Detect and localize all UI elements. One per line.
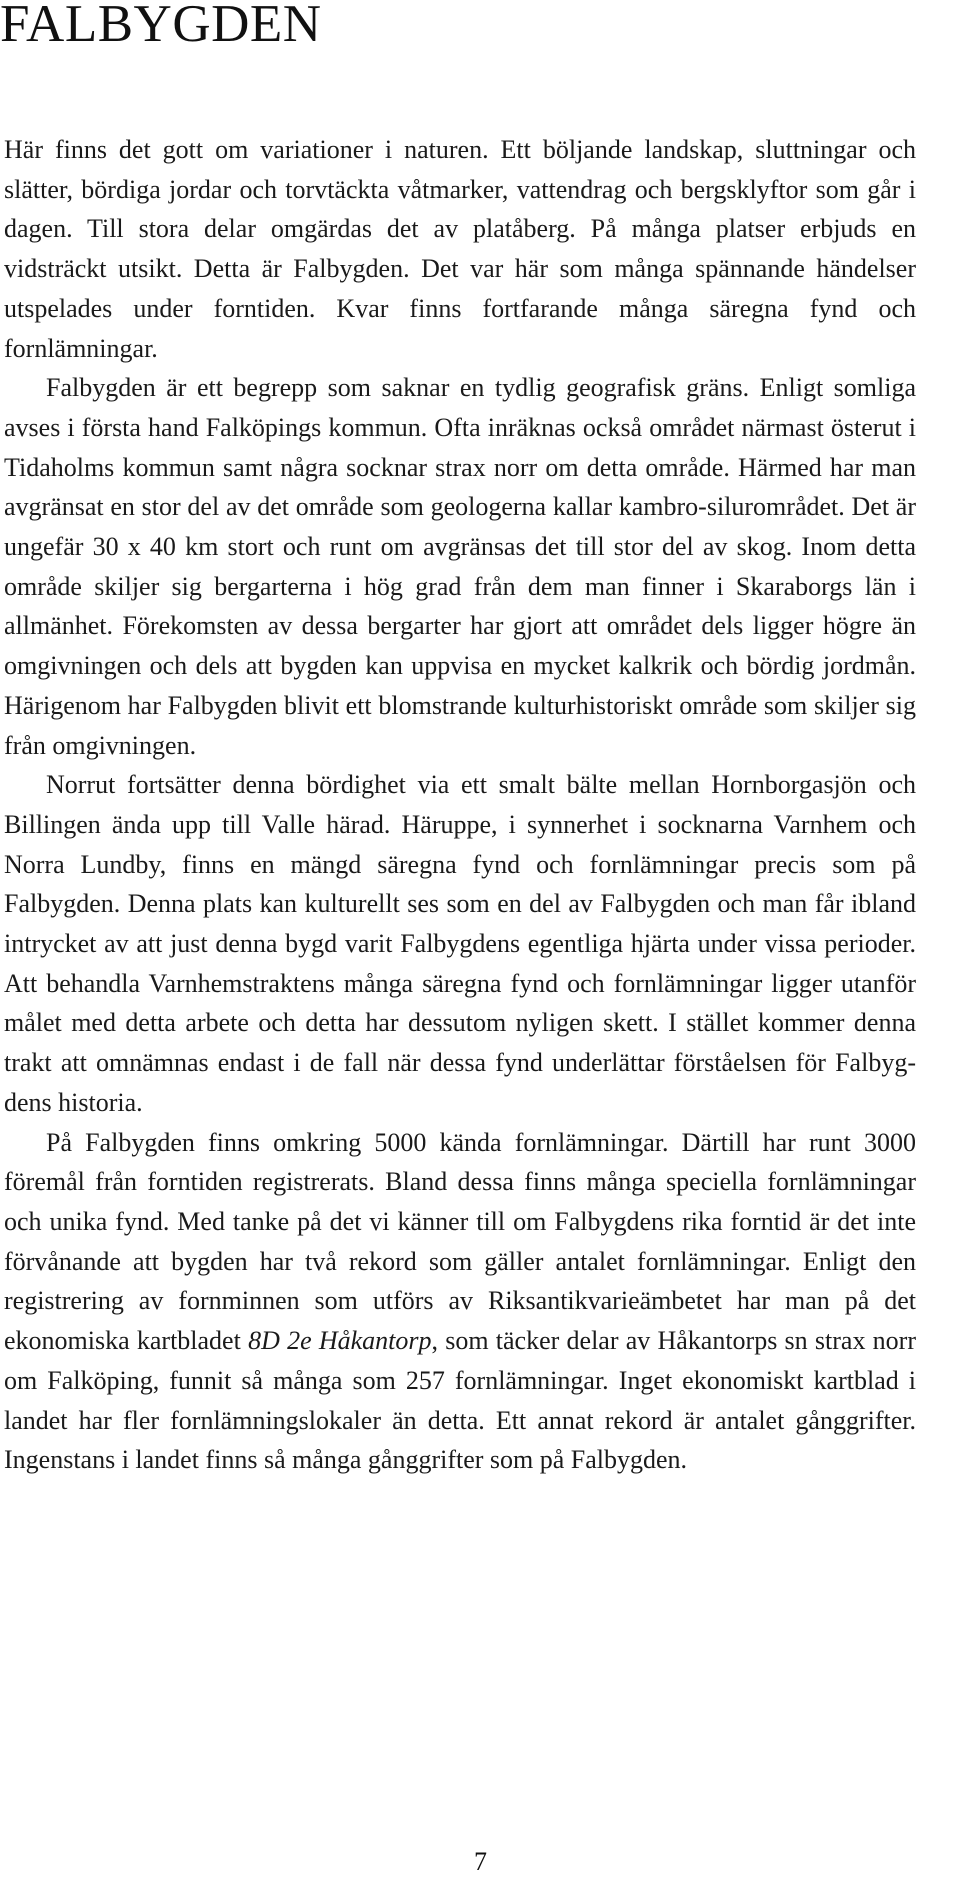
body-text <box>4 130 916 1480</box>
paragraph-4-text-a: På Falbygden finns omkring 5000 kända fornlämningar. Därtill har runt 3000 föremål från forntiden registrerats. Bland dessa finns många speciella fornlämningar och unika fynd. Med tanke på det vi känner till om Falbygdens rika forntid är det inte förvånande att bygden har två rekord som gäller antalet fornlämningar. Enligt den registrering av fornminnen som utförs av Riksantikvarieämbetet har man på det ekonomiska kartbladet <box>4 1127 916 1356</box>
map-sheet-name: 8D 2e Håkantorp <box>248 1326 432 1356</box>
page-title: FALBYGDEN <box>0 0 322 53</box>
paragraph-1 <box>4 130 916 368</box>
paragraph-2 <box>4 368 916 765</box>
paragraph-1-text: Här finns det gott om variationer i naturen. Ett böljande landskap, sluttningar och slätter, bördiga jordar och torvtäckta våtmarker, vattendrag och bergsklyftor som går i dagen. Till stora delar omgärdas det av platåberg. På många platser erbjuds en vidsträckt utsikt. Detta är Falbygden. Det var här som många spännande händelser utspelades under forntiden. Kvar finns fortfarande många säregna fynd och fornlämningar. <box>4 135 916 363</box>
paragraph-3 <box>4 765 916 1122</box>
paragraph-4-text-b: , som täcker delar av Håkantorps sn strax norr om Falköping, funnit så många som 257 fornlämningar. Inget ekonomiskt kartblad i landet har fler fornlämningslokaler än detta. Ett annat rekord är antalet gånggrifter. Ingenstans i landet finns så många gånggrifter som på Falbygden. <box>4 1326 916 1475</box>
page-number: 7 <box>474 1847 487 1876</box>
paragraph-2-text: Falbygden är ett begrepp som saknar en tydlig geografisk gräns. Enligt somliga avses i första hand Falköpings kommun. Ofta inräknas också området närmast österut i Tidaholms kommun samt några socknar strax norr om detta område. Härmed har man avgränsat en stor del av det område som geologerna kallar kambro-silurområdet. Det är ungefär 30 x 40 km stort och runt om avgränsas det till stor del av skog. Inom detta område skiljer sig bergarterna i hög grad från dem man finner i Skaraborgs län i allmänhet. Förekomsten av dessa bergarter har gjort att området dels ligger högre än omgivningen och dels att bygden kan uppvisa en mycket kalkrik och bördig jordmån. Härigenom har Falbygden blivit ett blomstrande kulturhistoriskt område som skiljer sig från omgivningen. <box>4 373 916 760</box>
paragraph-3-text: Norrut fortsätter denna bördighet via ett smalt bälte mellan Hornborgasjön och Billingen ända upp till Valle härad. Häruppe, i synnerhet i socknarna Varnhem och Norra Lundby, finns en mängd säregna fynd och fornlämningar precis som på Falbygden. Denna plats kan kulturellt ses som en del av Falbygden och man får ibland intrycket av att just denna bygd varit Falbygdens egentliga hjärta under vissa perioder. Att behandla Varnhemstraktens många säregna fynd och fornlämningar ligger utanför målet med detta arbete och detta har dessutom nyligen skett. I stället kommer denna trakt att omnämnas endast i de fall när dessa fynd underlättar förståelsen för Falbygdens historia. <box>4 770 916 1117</box>
paragraph-4 <box>4 1123 916 1480</box>
